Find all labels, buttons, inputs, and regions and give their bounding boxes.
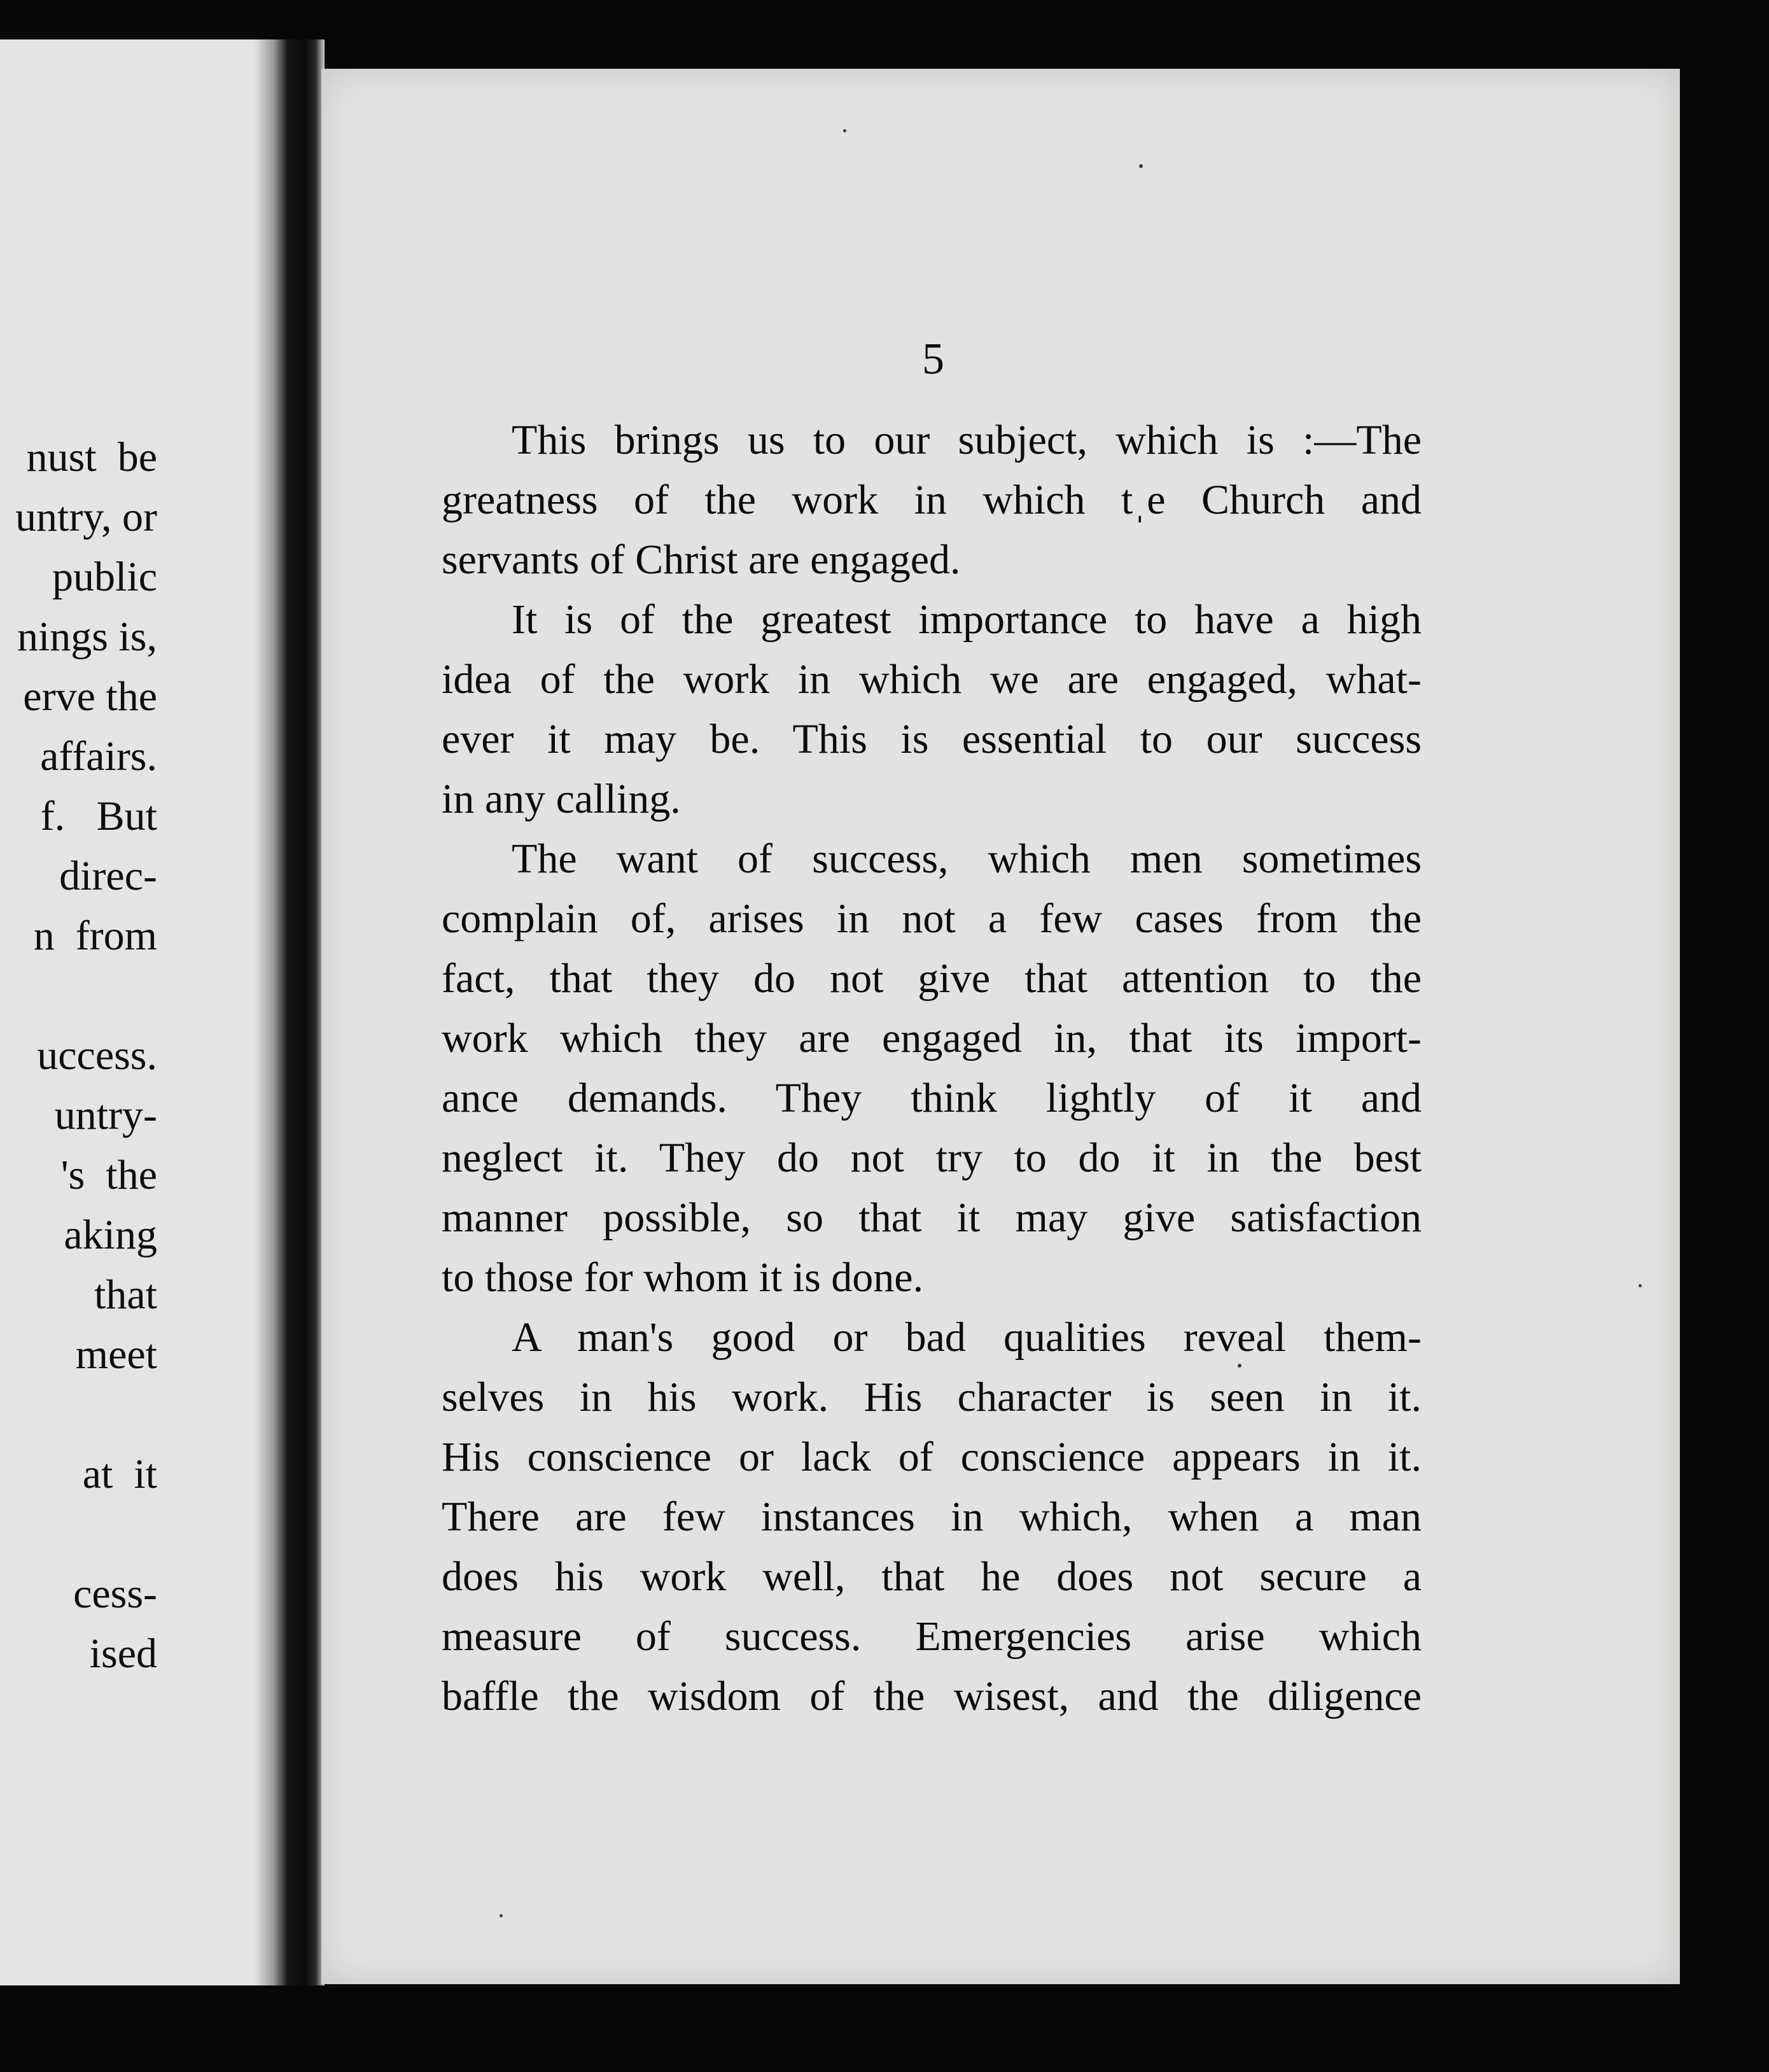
facing-page-line: f. But	[40, 793, 157, 839]
facing-page-line: affairs.	[40, 733, 157, 780]
facing-page-line	[15, 1385, 157, 1445]
page-body-text	[442, 410, 1422, 1726]
text-line: fact, that they do not give that attention to the	[442, 955, 1422, 1002]
text-line: This brings us to our subject, which is :—The	[512, 417, 1422, 463]
text-line: manner possible, so that it may give satisfaction	[442, 1194, 1422, 1241]
facing-page-line: untry, or	[15, 494, 157, 540]
facing-page-line	[15, 966, 157, 1026]
text-line: servants of Christ are engaged.	[442, 536, 961, 583]
paragraph	[442, 829, 1422, 1308]
text-line: does his work well, that he does not secure a	[442, 1553, 1422, 1600]
paragraph	[442, 1308, 1422, 1726]
facing-page-line: 's the	[60, 1152, 157, 1198]
facing-page-line: uccess.	[37, 1032, 157, 1079]
paragraph	[442, 410, 1422, 590]
facing-page-text-fragments	[15, 428, 157, 1684]
facing-page-line: cess-	[73, 1571, 157, 1617]
text-line: ance demands. They think lightly of it and	[442, 1075, 1422, 1121]
text-line: selves in his work. His character is seen in it.	[442, 1374, 1422, 1420]
facing-page-line: nings is,	[17, 613, 157, 660]
paper-speck	[1139, 164, 1143, 168]
paper-speck	[843, 129, 846, 132]
facing-page-line: meet	[75, 1331, 157, 1378]
text-line: in any calling.	[442, 776, 681, 822]
text-line: There are few instances in which, when a man	[442, 1494, 1422, 1540]
text-line: to those for whom it is done.	[442, 1254, 924, 1301]
text-line: His conscience or lack of conscience appears in it.	[442, 1434, 1422, 1480]
text-line: baffle the wisdom of the wisest, and the diligence	[442, 1673, 1422, 1719]
text-line: It is of the greatest importance to have a high	[512, 596, 1422, 643]
text-line: ever it may be. This is essential to our success	[442, 716, 1422, 762]
facing-page-line: public	[52, 554, 157, 600]
text-line: complain of, arises in not a few cases from the	[442, 895, 1422, 942]
facing-page-left	[0, 39, 288, 1985]
facing-page-line: that	[94, 1271, 157, 1318]
facing-page-line: erve the	[23, 673, 157, 720]
text-line: measure of success. Emergencies arise which	[442, 1613, 1422, 1660]
text-line: idea of the work in which we are engaged, what-	[442, 656, 1422, 703]
paragraph	[442, 590, 1422, 829]
text-line: neglect it. They do not try to do it in the best	[442, 1135, 1422, 1181]
text-line: The want of success, which men sometimes	[512, 836, 1422, 882]
book-gutter-shadow	[255, 39, 325, 1985]
paper-speck	[500, 1914, 503, 1917]
facing-page-line: n from	[33, 913, 157, 959]
text-line: A man's good or bad qualities reveal them-	[512, 1314, 1422, 1361]
facing-page-line: nust be	[26, 434, 157, 480]
facing-page-line: at it	[82, 1451, 157, 1497]
text-line: work which they are engaged in, that its import-	[442, 1015, 1422, 1061]
facing-page-line: aking	[64, 1212, 157, 1258]
page-number: 5	[922, 335, 944, 384]
paper-speck	[1639, 1284, 1642, 1287]
facing-page-line: untry-	[54, 1092, 157, 1138]
facing-page-line: ised	[89, 1630, 157, 1677]
facing-page-line: direc-	[59, 853, 157, 899]
facing-page-line	[15, 1504, 157, 1564]
text-line: greatness of the work in which tˌe Church and	[442, 477, 1422, 523]
